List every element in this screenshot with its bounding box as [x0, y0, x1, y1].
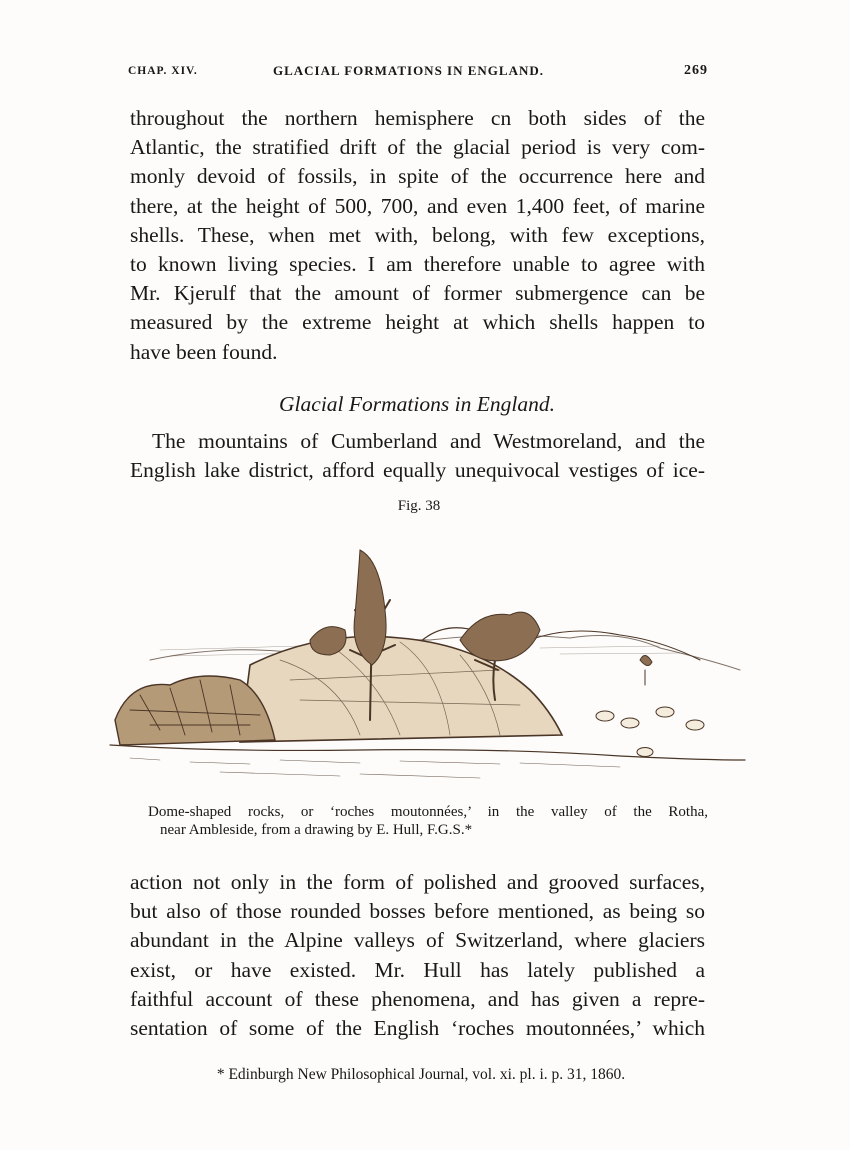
engraving-illustration	[100, 520, 750, 805]
text-line: throughout the northern hemisphere cn both sides of the	[130, 106, 705, 130]
figure-number: Fig. 38	[397, 498, 441, 514]
text-line: measured by the extreme height at which shells happen to	[130, 310, 705, 335]
text-line: shells. These, when met with, belong, with few exceptions,	[130, 222, 705, 247]
section-heading	[0, 392, 850, 417]
running-head	[128, 63, 708, 85]
caption-line: near Ambleside, from a drawing by E. Hull, F.G.S.*	[160, 821, 473, 838]
footnote-text: * Edinburgh New Philosophical Journal, vol. xi. pl. i. p. 31, 1860.	[216, 1066, 626, 1083]
footnote	[0, 1066, 850, 1084]
caption-line: Dome-shaped rocks, or ‘roches moutonnées,’ in the valley of the Rotha,	[148, 804, 708, 820]
sheep	[596, 707, 704, 757]
paragraph-2	[130, 427, 705, 485]
text-line: English lake district, afford equally unequivocal vestiges of ice-	[130, 458, 705, 483]
text-line: Atlantic, the stratified drift of the glacial period is very com-	[130, 135, 705, 160]
figure-label	[0, 498, 850, 515]
text-line: exist, or have existed. Mr. Hull has lately published a	[130, 957, 705, 982]
text-line: monly devoid of fossils, in spite of the occurrence here and	[130, 164, 705, 189]
chapter-label: CHAP. XIV.	[128, 65, 198, 77]
paragraph-3	[130, 868, 705, 1043]
text-line: have been found.	[130, 339, 278, 364]
running-title: GLACIAL FORMATIONS IN ENGLAND.	[273, 63, 545, 78]
text-line: abundant in the Alpine valleys of Switzerland, where glaciers	[130, 928, 705, 953]
text-line: but also of those rounded bosses before mentioned, as being so	[130, 899, 705, 924]
text-line: The mountains of Cumberland and Westmoreland, and the	[152, 429, 705, 453]
page-number: 269	[684, 63, 708, 78]
section-heading-text: Glacial Formations in England.	[279, 392, 555, 416]
text-line: faithful account of these phenomena, and has given a repre-	[130, 986, 705, 1011]
paragraph-1	[130, 104, 705, 367]
text-line: to known living species. I am therefore unable to agree with	[130, 252, 705, 277]
text-line: action not only in the form of polished and grooved surfaces,	[130, 870, 705, 894]
figure-caption	[148, 804, 708, 839]
text-line: Mr. Kjerulf that the amount of former submergence can be	[130, 281, 705, 306]
text-line: there, at the height of 500, 700, and even 1,400 feet, of marine	[130, 193, 705, 218]
text-line: sentation of some of the English ‘roches moutonnées,’ which	[130, 1016, 705, 1041]
